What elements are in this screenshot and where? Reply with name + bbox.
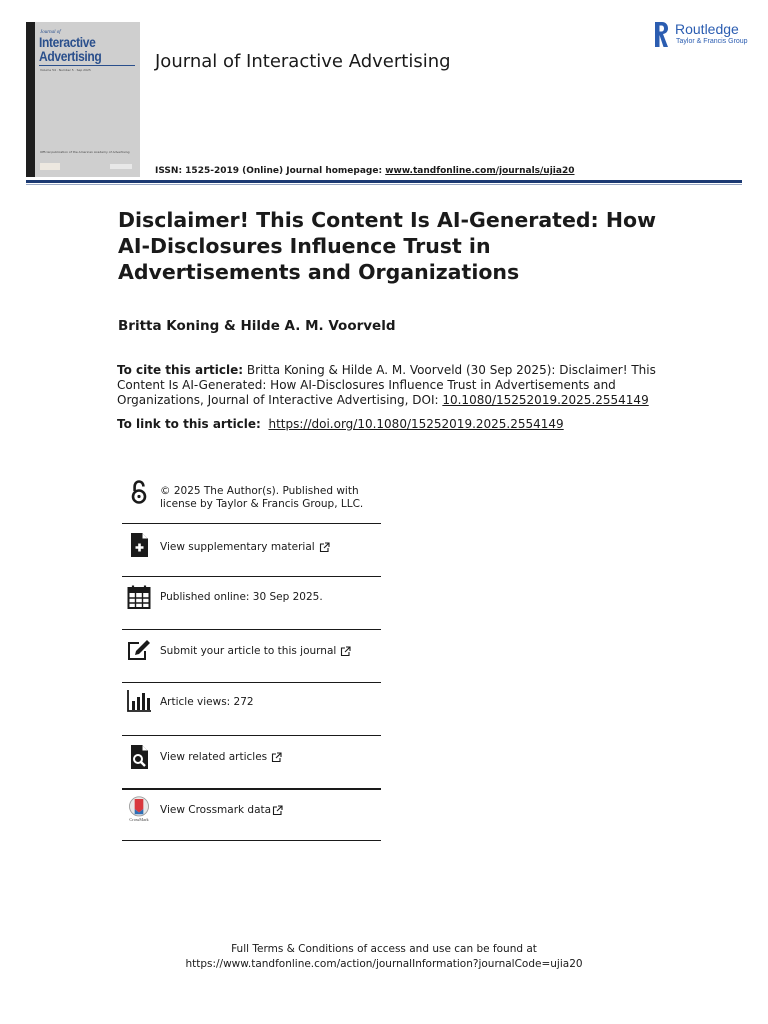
published-row — [122, 577, 381, 629]
submit-row[interactable] — [122, 630, 381, 682]
related-articles-link[interactable]: View related articles — [160, 751, 268, 763]
crossmark-link[interactable]: View Crossmark data — [160, 804, 272, 816]
cover-publisher-logo — [110, 164, 132, 169]
link-block — [117, 417, 564, 431]
supplementary-link[interactable]: View supplementary material — [160, 541, 315, 553]
info-divider — [122, 840, 381, 841]
article-views: Article views: 272 — [160, 696, 254, 708]
bar-chart-icon — [126, 688, 152, 714]
edit-icon — [126, 638, 152, 664]
crossmark-logo-text: CrossMark — [129, 817, 149, 822]
citation-block — [117, 363, 677, 408]
link-label: To link to this article: — [117, 417, 261, 431]
calendar-icon — [126, 584, 152, 610]
supplementary-file-icon — [126, 532, 152, 558]
license-line2: license by Taylor & Francis Group, LLC. — [160, 498, 364, 510]
supplementary-row[interactable] — [122, 524, 381, 576]
cover-journal-of: Journal of — [40, 30, 61, 35]
publisher-subtitle: Taylor & Francis Group — [676, 38, 748, 45]
crossmark-row[interactable] — [122, 790, 381, 840]
license-row — [122, 478, 381, 522]
footer-line1: Full Terms & Conditions of access and use can be found at — [231, 943, 537, 955]
license-line1: © 2025 The Author(s). Published with — [160, 485, 359, 497]
cover-spine-bar — [26, 22, 35, 177]
cover-title-line2: Advertising — [39, 48, 102, 64]
header-rule — [26, 180, 742, 183]
journal-cover-image — [26, 22, 140, 177]
article-doi-link[interactable]: https://doi.org/10.1080/15252019.2025.2554149 — [268, 417, 564, 431]
header-rule-thin — [26, 184, 742, 185]
article-title: Disclaimer! This Content Is AI-Generated: How AI-Disclosures Influence Trust in Advertisements and Organizations — [118, 208, 657, 284]
article-authors: Britta Koning & Hilde A. M. Voorveld — [118, 318, 396, 334]
routledge-logo — [653, 21, 748, 49]
citation-doi-link[interactable]: 10.1080/15252019.2025.2554149 — [442, 393, 649, 407]
cover-rule — [39, 65, 135, 66]
related-articles-icon — [126, 744, 152, 770]
related-row[interactable] — [122, 736, 381, 788]
journal-title: Journal of Interactive Advertising — [155, 51, 451, 72]
cover-volume: Volume 54 · Number 5 · Sep 2025 — [40, 68, 91, 72]
publisher-name: Routledge — [675, 21, 739, 37]
footer-terms — [0, 942, 768, 972]
cover-title-line1: Interactive — [39, 34, 96, 50]
cover-bottom-text: Official publication of the American Academy of Advertising — [40, 150, 130, 154]
license-text — [160, 485, 363, 511]
routledge-r-icon — [653, 21, 669, 48]
published-date: Published online: 30 Sep 2025. — [160, 591, 323, 603]
external-link-icon — [319, 542, 330, 553]
crossmark-icon — [126, 796, 152, 822]
cover-publisher-mark — [40, 163, 60, 170]
issn-label: ISSN: 1525-2019 (Online) Journal homepage: — [155, 166, 386, 176]
journal-homepage-link[interactable]: www.tandfonline.com/journals/ujia20 — [385, 166, 575, 176]
open-access-icon — [126, 480, 152, 506]
footer-terms-link[interactable]: https://www.tandfonline.com/action/journalInformation?journalCode=ujia20 — [185, 958, 583, 970]
citation-label: To cite this article: — [117, 363, 244, 377]
external-link-icon — [272, 805, 283, 816]
issn-line — [155, 166, 575, 176]
views-row — [122, 683, 381, 735]
citation-text: Britta Koning & Hilde A. M. Voorveld (30 Sep 2025): Disclaimer! This Content Is AI-Generated: How AI-Disclosures Influence Trust in Advertisements and Organizations, Journal of Interactive Advertising, DOI: — [117, 363, 656, 407]
external-link-icon — [340, 646, 351, 657]
submit-article-link[interactable]: Submit your article to this journal — [160, 645, 337, 657]
external-link-icon — [271, 752, 282, 763]
